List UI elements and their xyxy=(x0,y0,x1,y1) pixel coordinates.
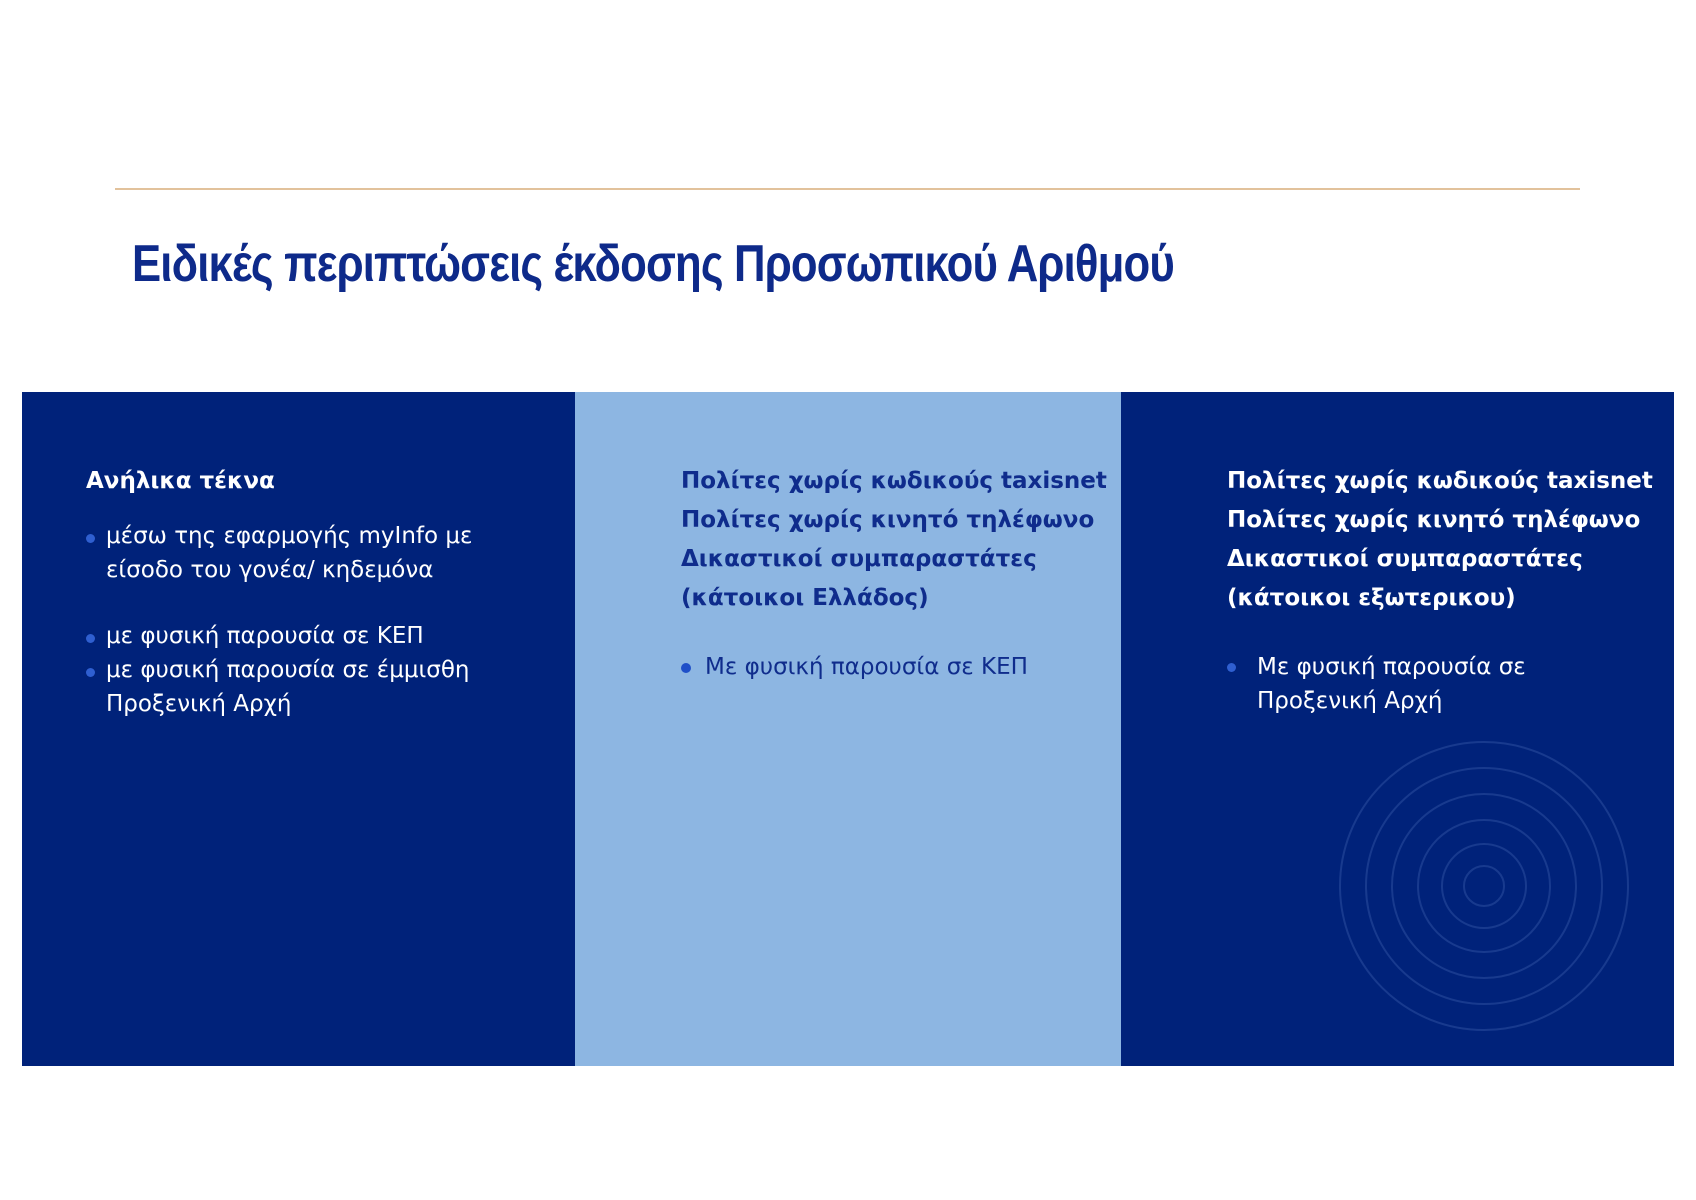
list-item xyxy=(86,619,575,653)
bullet-icon xyxy=(86,534,95,543)
bullet-icon xyxy=(681,663,691,673)
column-heading xyxy=(1227,462,1674,618)
heading-line: Ανήλικα τέκνα xyxy=(86,468,275,494)
heading-line: Δικαστικοί συμπαραστάτες xyxy=(681,546,1037,572)
heading-line: (κάτοικοι εξωτερικου) xyxy=(1227,585,1516,611)
list-item-text: Με φυσική παρουσία σε Προξενική Αρχή xyxy=(1257,654,1526,714)
list-item-text: με φυσική παρουσία σε ΚΕΠ xyxy=(106,623,424,649)
list-item xyxy=(86,519,506,587)
ripple-decoration-icon xyxy=(1334,736,1634,1036)
slide-title: Ειδικές περιπτώσεις έκδοσης Προσωπικού Αριθμού xyxy=(132,235,1174,293)
list-item-text: Με φυσική παρουσία σε ΚΕΠ xyxy=(705,654,1028,680)
bullet-icon xyxy=(86,634,95,643)
column-heading xyxy=(86,462,575,501)
heading-line: Πολίτες χωρίς κινητό τηλέφωνο xyxy=(681,507,1095,533)
column-residents-greece xyxy=(575,392,1121,1066)
column-heading xyxy=(681,462,1121,618)
list-item xyxy=(1227,650,1577,718)
top-divider xyxy=(115,188,1580,190)
heading-line: Δικαστικοί συμπαραστάτες xyxy=(1227,546,1583,572)
heading-line: Πολίτες χωρίς κωδικούς taxisnet xyxy=(681,468,1107,494)
list-item xyxy=(86,653,506,721)
list-item-text: με φυσική παρουσία σε έμμισθη Προξενική Αρχή xyxy=(106,657,470,717)
bullet-list xyxy=(1227,650,1674,718)
list-item xyxy=(681,650,1121,684)
heading-line: (κάτοικοι Ελλάδος) xyxy=(681,585,929,611)
column-minors xyxy=(22,392,575,1066)
heading-line: Πολίτες χωρίς κωδικούς taxisnet xyxy=(1227,468,1653,494)
heading-line: Πολίτες χωρίς κινητό τηλέφωνο xyxy=(1227,507,1641,533)
list-item-text: μέσω της εφαρμογής myInfo με είσοδο του γονέα/ κηδεμόνα xyxy=(106,523,473,583)
bullet-icon xyxy=(1227,663,1236,672)
bullet-list xyxy=(681,650,1121,684)
bullet-list xyxy=(86,519,575,721)
column-residents-abroad xyxy=(1121,392,1674,1066)
columns-band xyxy=(22,392,1674,1066)
bullet-icon xyxy=(86,668,95,677)
